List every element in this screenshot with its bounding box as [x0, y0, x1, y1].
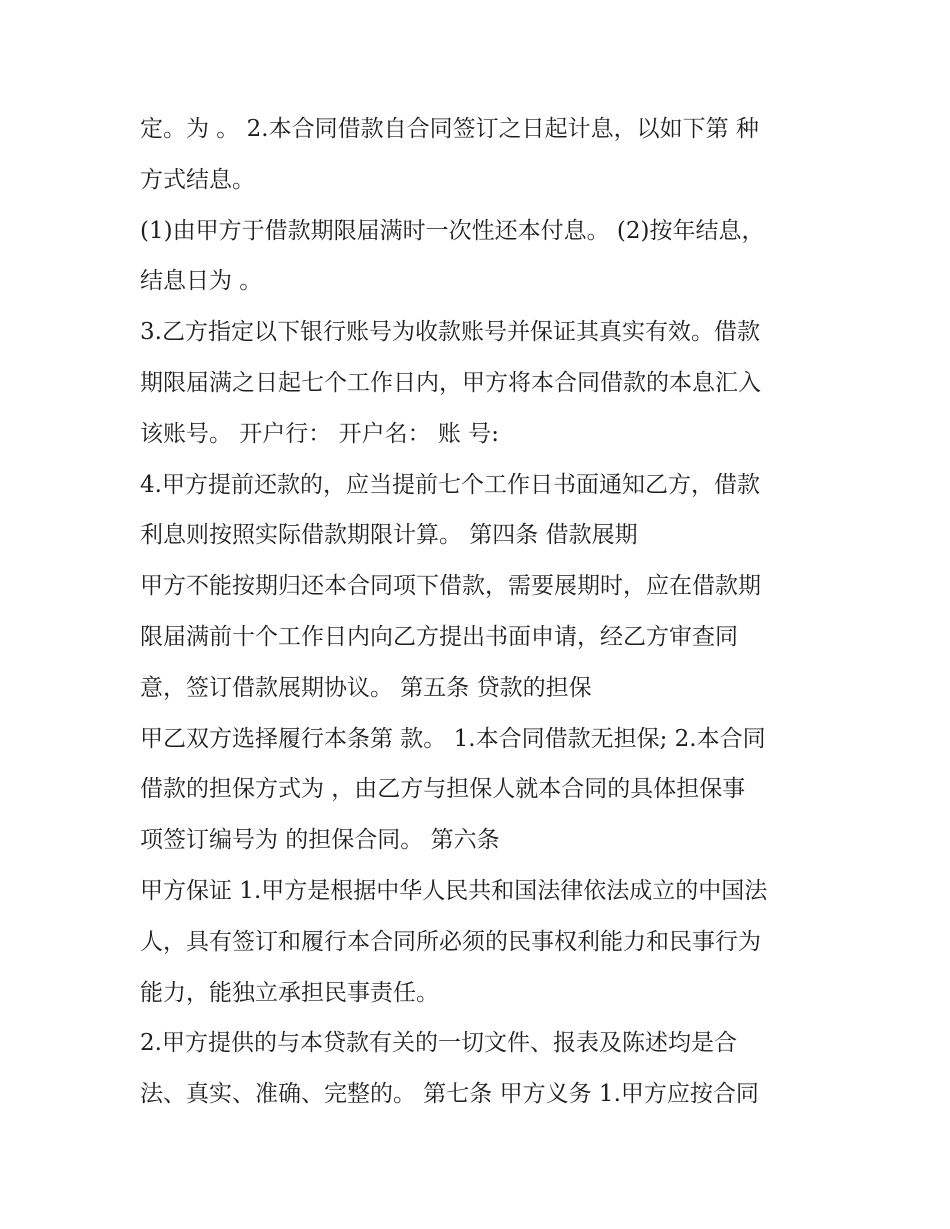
- text-line: 甲方保证 1.甲方是根据中华人民共和国法律依法成立的中国法: [140, 877, 768, 904]
- text-line: 法、真实、准确、完整的。 第七条 甲方义务 1.甲方应按合同: [140, 1081, 759, 1108]
- text-line: 结息日为 。: [140, 268, 263, 295]
- text-line: 人，具有签订和履行本合同所必须的民事权利能力和民事行为: [140, 928, 761, 955]
- text-line: 能力，能独立承担民事责任。: [140, 979, 439, 1006]
- text-line: 定。为 。 2.本合同借款自合同签订之日起计息，以如下第 种: [140, 116, 759, 142]
- text-line: 意，签订借款展期协议。 第五条 贷款的担保: [140, 674, 592, 701]
- text-line: 2.甲方提供的与本贷款有关的一切文件、报表及陈述均是合: [140, 1030, 737, 1057]
- text-line: 项签订编号为 的担保合同。 第六条: [140, 827, 500, 854]
- text-line: 期限届满之日起七个工作日内，甲方将本合同借款的本息汇入: [140, 369, 761, 396]
- text-line: 3.乙方指定以下银行账号为收款账号并保证其真实有效。借款: [140, 319, 760, 346]
- text-line: 方式结息。: [140, 166, 255, 193]
- text-line: 限届满前十个工作日内向乙方提出书面申请，经乙方审查同: [140, 623, 738, 650]
- text-line: 借款的担保方式为 ，由乙方与担保人就本合同的具体担保事: [140, 776, 746, 803]
- contract-text-body: [140, 104, 820, 1120]
- text-line: 甲方不能按期归还本合同项下借款，需要展期时，应在借款期: [140, 573, 761, 600]
- text-line: 4.甲方提前还款的，应当提前七个工作日书面通知乙方，借款: [140, 471, 760, 498]
- text-line: (1)由甲方于借款期限届满时一次性还本付息。 (2)按年结息，: [140, 217, 765, 244]
- text-line: 利息则按照实际借款期限计算。 第四条 借款展期: [140, 522, 638, 549]
- text-line: 甲乙双方选择履行本条第 款。 1.本合同借款无担保; 2.本合同: [140, 725, 766, 752]
- text-line: 该账号。 开户行： 开户名： 账 号:: [140, 420, 499, 447]
